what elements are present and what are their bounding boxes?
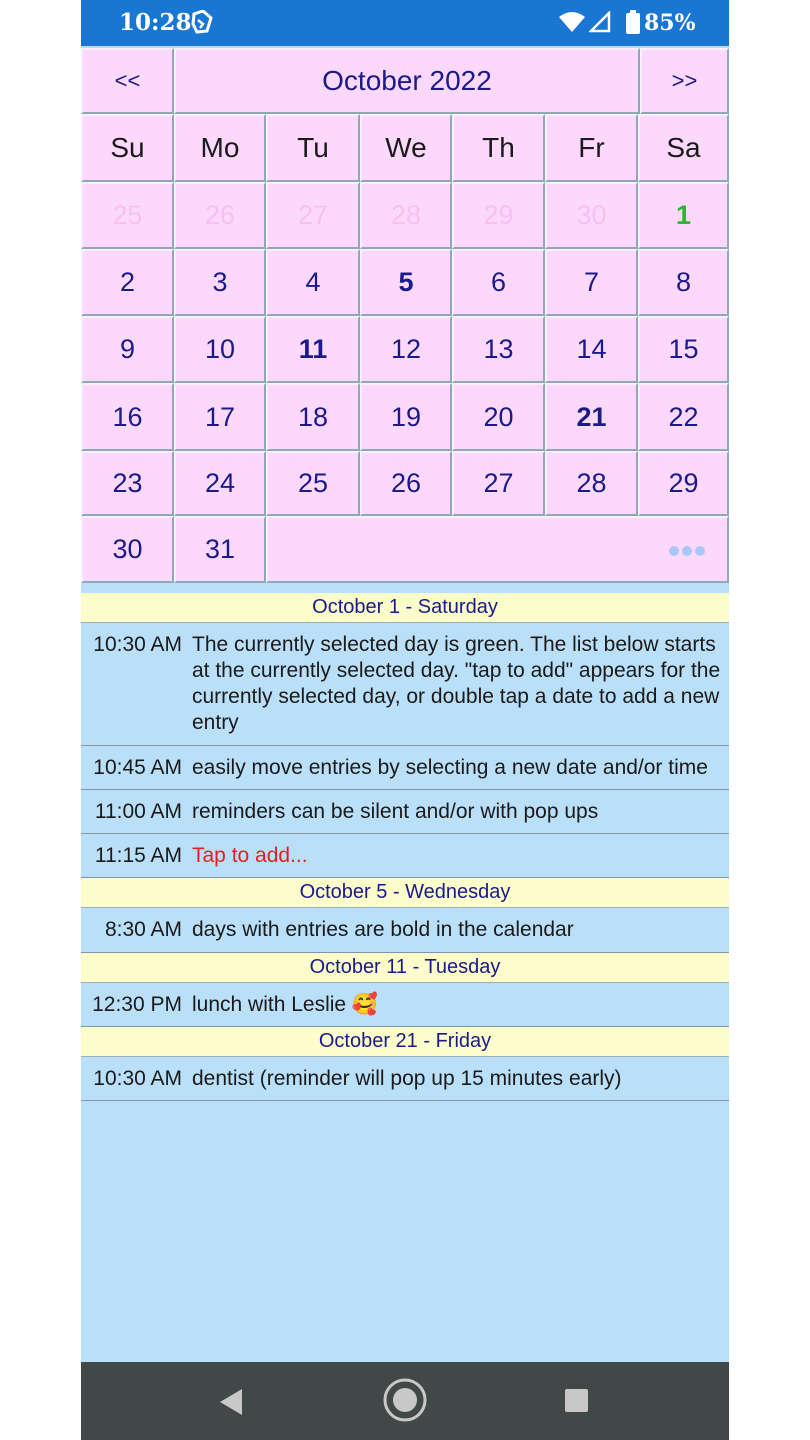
- day-cell[interactable]: 15: [638, 316, 729, 383]
- day-cell[interactable]: 17: [174, 383, 266, 451]
- weekday-th: Th: [452, 114, 545, 182]
- agenda-entry[interactable]: [81, 790, 729, 834]
- day-cell[interactable]: 28: [545, 451, 638, 516]
- signal-icon: [589, 11, 611, 38]
- day-cell[interactable]: 13: [452, 316, 545, 383]
- day-cell[interactable]: 10: [174, 316, 266, 383]
- day-cell[interactable]: 2: [81, 249, 174, 316]
- day-header: October 1 - Saturday: [81, 593, 729, 623]
- entry-text: easily move entries by selecting a new date and/or time: [192, 756, 708, 779]
- day-cell[interactable]: 16: [81, 383, 174, 451]
- entry-text: dentist (reminder will pop up 15 minutes early): [192, 1067, 622, 1090]
- weekday-mo: Mo: [174, 114, 266, 182]
- entry-time: 10:30 AM: [93, 633, 182, 656]
- recents-icon[interactable]: [565, 1389, 588, 1412]
- agenda-entry[interactable]: [81, 1057, 729, 1101]
- weekday-we: We: [360, 114, 452, 182]
- entry-time: 12:30 PM: [92, 993, 182, 1016]
- tap-to-add-link[interactable]: Tap to add...: [192, 844, 308, 867]
- more-options-icon[interactable]: [669, 546, 705, 556]
- day-cell[interactable]: 1: [638, 182, 729, 249]
- month-calendar: [81, 46, 729, 583]
- day-cell[interactable]: 12: [360, 316, 452, 383]
- back-icon[interactable]: [218, 1388, 244, 1421]
- day-cell[interactable]: 27: [452, 451, 545, 516]
- entry-text: lunch with Leslie 🥰: [192, 993, 379, 1016]
- day-cell[interactable]: 23: [81, 451, 174, 516]
- agenda-entry[interactable]: [81, 908, 729, 953]
- day-cell[interactable]: 20: [452, 383, 545, 451]
- battery-icon: [626, 10, 640, 39]
- day-header: October 5 - Wednesday: [81, 878, 729, 908]
- day-header: October 21 - Friday: [81, 1027, 729, 1057]
- home-icon[interactable]: [382, 1377, 428, 1428]
- tap-to-add-row[interactable]: [81, 834, 729, 878]
- agenda-entry[interactable]: [81, 983, 729, 1027]
- day-cell[interactable]: 30: [81, 516, 174, 583]
- day-cell[interactable]: 3: [174, 249, 266, 316]
- status-time: 10:28: [119, 9, 192, 36]
- weekday-tu: Tu: [266, 114, 360, 182]
- more-options-cell[interactable]: [266, 516, 729, 583]
- day-cell[interactable]: 29: [638, 451, 729, 516]
- entry-time: 10:45 AM: [93, 756, 182, 779]
- app-screen: [81, 0, 729, 1440]
- next-month-button[interactable]: >>: [640, 48, 729, 114]
- wifi-icon: [559, 11, 585, 38]
- weekday-su: Su: [81, 114, 174, 182]
- day-cell-prev-month[interactable]: 30: [545, 182, 638, 249]
- day-cell[interactable]: 14: [545, 316, 638, 383]
- weekday-fr: Fr: [545, 114, 638, 182]
- day-cell[interactable]: 9: [81, 316, 174, 383]
- entry-time: 10:30 AM: [93, 1067, 182, 1090]
- day-cell[interactable]: 6: [452, 249, 545, 316]
- day-cell[interactable]: 21: [545, 383, 638, 451]
- day-cell[interactable]: 8: [638, 249, 729, 316]
- agenda-entry[interactable]: [81, 746, 729, 790]
- day-cell[interactable]: 18: [266, 383, 360, 451]
- entry-time: 11:15 AM: [94, 844, 182, 867]
- weekday-sa: Sa: [638, 114, 729, 182]
- entry-time: 11:00 AM: [94, 800, 182, 823]
- day-cell[interactable]: 4: [266, 249, 360, 316]
- entry-text: days with entries are bold in the calendar: [192, 918, 574, 941]
- day-cell-prev-month[interactable]: 27: [266, 182, 360, 249]
- month-title[interactable]: October 2022: [174, 48, 640, 114]
- system-nav-bar: [81, 1362, 729, 1440]
- day-cell[interactable]: 22: [638, 383, 729, 451]
- day-cell[interactable]: 5: [360, 249, 452, 316]
- day-cell[interactable]: 31: [174, 516, 266, 583]
- agenda-list: [81, 593, 729, 1101]
- day-cell-prev-month[interactable]: 25: [81, 182, 174, 249]
- day-cell-prev-month[interactable]: 29: [452, 182, 545, 249]
- day-cell[interactable]: 24: [174, 451, 266, 516]
- day-header: October 11 - Tuesday: [81, 953, 729, 983]
- day-cell-prev-month[interactable]: 28: [360, 182, 452, 249]
- battery-percent: 85%: [644, 10, 696, 36]
- day-cell[interactable]: 26: [360, 451, 452, 516]
- agenda-entry[interactable]: [81, 623, 729, 746]
- prev-month-button[interactable]: <<: [81, 48, 174, 114]
- day-cell[interactable]: 19: [360, 383, 452, 451]
- entry-time: 8:30 AM: [104, 918, 182, 941]
- entry-text: The currently selected day is green. The list below starts at the currently selected day. "tap to add" appears for the currently selected day, or double tap a date to add a new entry: [192, 633, 721, 734]
- day-cell-prev-month[interactable]: 26: [174, 182, 266, 249]
- day-cell[interactable]: 11: [266, 316, 360, 383]
- day-cell[interactable]: 7: [545, 249, 638, 316]
- day-cell[interactable]: 25: [266, 451, 360, 516]
- entry-text: reminders can be silent and/or with pop ups: [192, 800, 599, 823]
- status-bar: [81, 0, 729, 46]
- notification-icon: [191, 10, 213, 39]
